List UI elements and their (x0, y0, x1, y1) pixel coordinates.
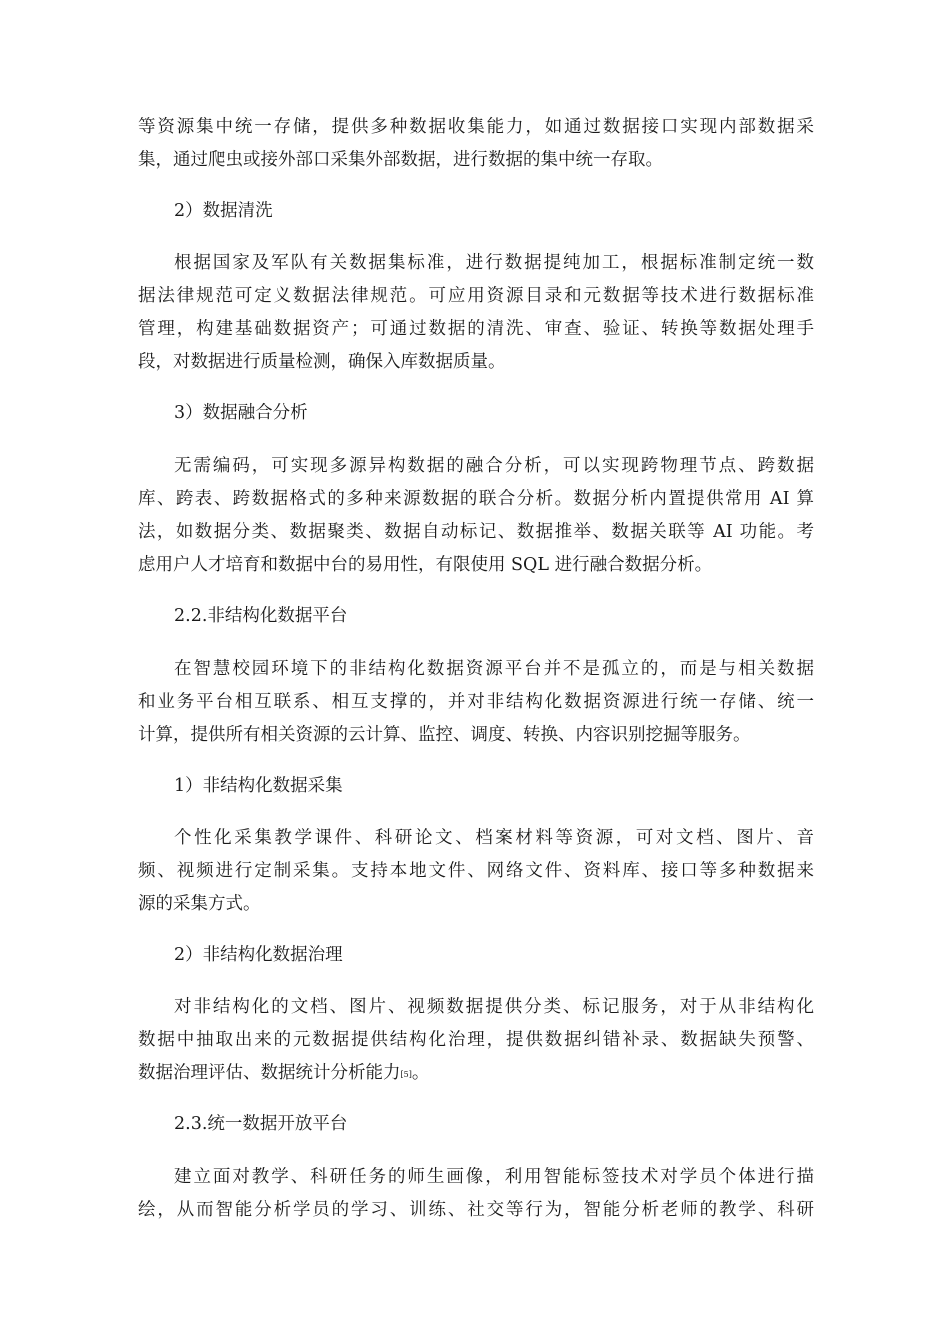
paragraph-line: 建立面对教学、科研任务的师生画像，利用智能标签技术对学员个体进行描 (174, 1167, 814, 1187)
paragraph-line: 法，如数据分类、数据聚类、数据自动标记、数据推举、数据关联等 AI 功能。考 (138, 522, 814, 542)
paragraph-line: 在智慧校园环境下的非结构化数据资源平台并不是孤立的，而是与相关数据 (174, 659, 814, 679)
paragraph-line (138, 1061, 814, 1087)
paragraph-line: 根据国家及军队有关数据集标准，进行数据提纯加工，根据标准制定统一数 (174, 253, 814, 273)
paragraph-line: 据法律规范可定义数据法律规范。可应用资源目录和元数据等技术进行数据标准 (138, 286, 814, 306)
paragraph-line: 虑用户人才培育和数据中台的易用性，有限使用 SQL 进行融合数据分析。 (138, 555, 713, 575)
paragraph-line-end: 。 (411, 1063, 430, 1083)
paragraph-line: 等资源集中统一存储，提供多种数据收集能力，如通过数据接口实现内部数据采 (138, 117, 814, 137)
paragraph-line: 段，对数据进行质量检测，确保入库数据质量。 (138, 352, 506, 372)
paragraph-line: 库、跨表、跨数据格式的多种来源数据的联合分析。数据分析内置提供常用 AI 算 (138, 489, 814, 509)
paragraph-line: 管理，构建基础数据资产；可通过数据的清洗、审查、验证、转换等数据处理手 (138, 319, 814, 339)
paragraph-line: 集，通过爬虫或接外部口采集外部数据，进行数据的集中统一存取。 (138, 150, 663, 170)
section-heading-data-fusion: 3）数据融合分析 (174, 403, 308, 423)
paragraph-line: 频、视频进行定制采集。支持本地文件、网络文件、资料库、接口等多种数据来 (138, 861, 814, 881)
paragraph-line: 数据中抽取出来的元数据提供结构化治理，提供数据纠错补录、数据缺失预警、 (138, 1030, 814, 1050)
paragraph-line: 和业务平台相互联系、相互支撑的，并对非结构化数据资源进行统一存储、统一 (138, 692, 814, 712)
paragraph-line: 对非结构化的文档、图片、视频数据提供分类、标记服务，对于从非结构化 (174, 997, 814, 1017)
paragraph-line: 计算，提供所有相关资源的云计算、监控、调度、转换、内容识别挖掘等服务。 (138, 725, 751, 745)
section-heading-unstructured-collection: 1）非结构化数据采集 (174, 776, 343, 796)
paragraph-line: 个性化采集教学课件、科研论文、档案材料等资源，可对文档、图片、音 (174, 828, 814, 848)
section-heading-2-3: 2.3.统一数据开放平台 (174, 1114, 348, 1134)
section-heading-data-cleaning: 2）数据清洗 (174, 201, 273, 221)
paragraph-line: 绘，从而智能分析学员的学习、训练、社交等行为，智能分析老师的教学、科研 (138, 1200, 814, 1220)
paragraph-line: 无需编码，可实现多源异构数据的融合分析，可以实现跨物理节点、跨数据 (174, 456, 814, 476)
section-heading-2-2: 2.2.非结构化数据平台 (174, 606, 348, 626)
paragraph-line: 源的采集方式。 (138, 894, 261, 914)
paragraph-line-text: 数据治理评估、数据统计分析能力 (138, 1063, 401, 1083)
section-heading-unstructured-governance: 2）非结构化数据治理 (174, 945, 343, 965)
citation-reference: [5] (400, 1070, 412, 1079)
